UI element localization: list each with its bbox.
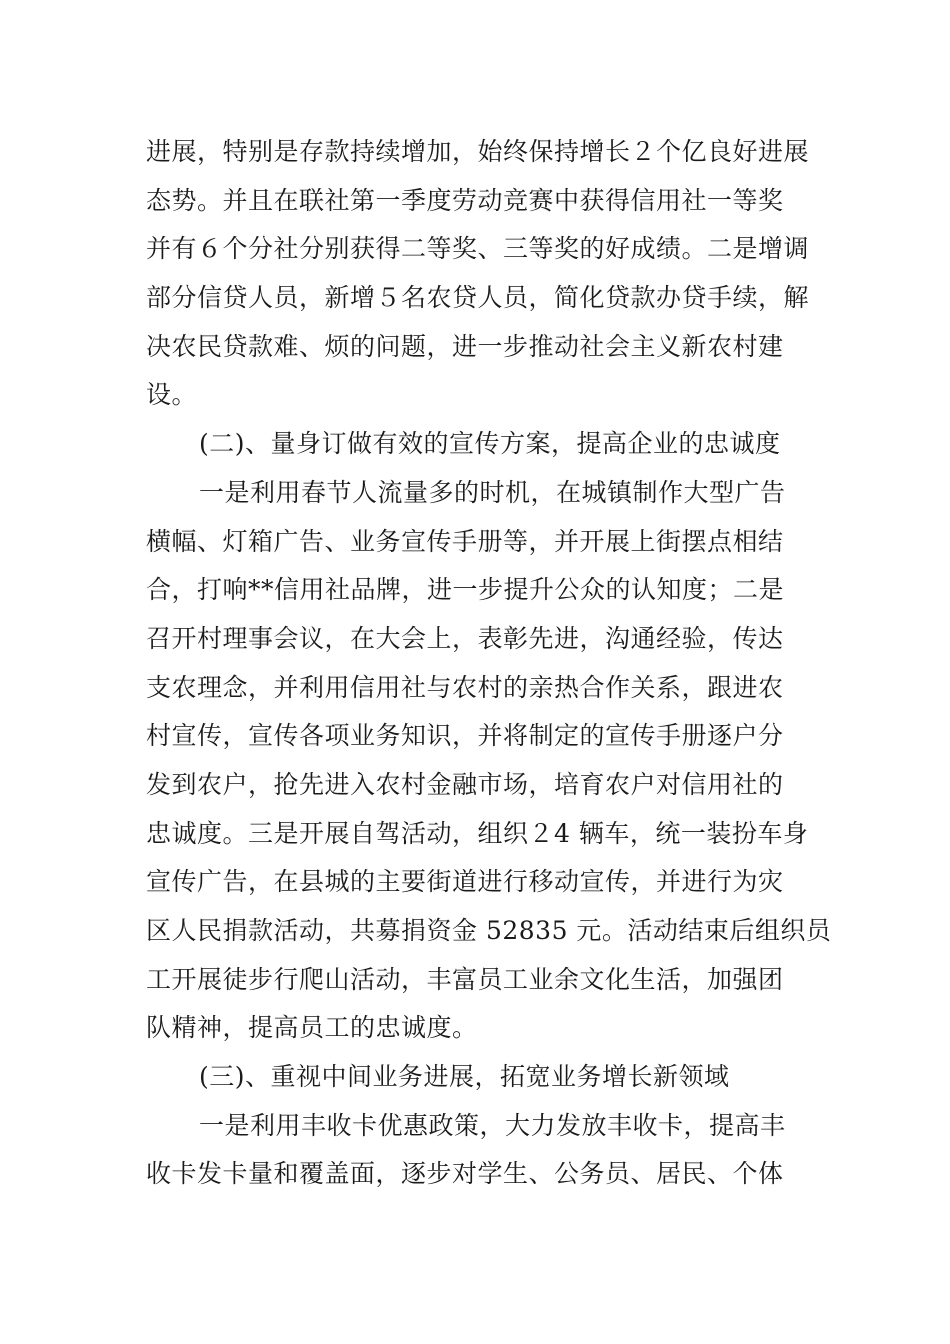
text-line: 一是利用春节人流量多的时机，在城镇制作大型广告	[199, 477, 786, 507]
text-line: 工开展徒步行爬山活动，丰富员工业余文化生活，加强团	[146, 964, 784, 994]
text-line: (二)、量身订做有效的宣传方案，提高企业的忠诚度	[199, 429, 781, 459]
text-line: 设。	[146, 380, 198, 410]
text-line: 忠诚度。三是开展自驾活动，组织２4 辆车，统一装扮车身	[146, 818, 809, 848]
text-line: 部分信贷人员，新增５名农贷人员，简化贷款办贷手续，解	[146, 283, 810, 313]
text-line: 横幅、灯箱广告、业务宣传手册等，并开展上街摆点相结	[146, 526, 784, 556]
text-line: 进展，特别是存款持续增加，始终保持增长２个亿良好进展	[146, 137, 810, 166]
text-line: 宣传广告，在县城的主要街道进行移动宣传，并进行为灾	[146, 867, 784, 897]
text-line: 支农理念，并利用信用社与农村的亲热合作关系，跟进农	[146, 672, 784, 702]
text-line: 决农民贷款难、烦的问题，进一步推动社会主义新农村建	[146, 331, 784, 361]
text-line: 村宣传，宣传各项业务知识，并将制定的宣传手册逐户分	[146, 721, 784, 751]
text-line: (三)、重视中间业务进展，拓宽业务增长新领域	[199, 1062, 730, 1092]
text-line: 态势。并且在联社第一季度劳动竞赛中获得信用社一等奖	[146, 185, 784, 215]
text-line: 收卡发卡量和覆盖面，逐步对学生、公务员、居民、个体	[146, 1159, 784, 1189]
text-line: 召开村理事会议，在大会上，表彰先进，沟通经验，传达	[146, 623, 784, 653]
text-line: 一是利用丰收卡优惠政策，大力发放丰收卡，提高丰	[199, 1110, 786, 1140]
text-line: 队精神，提高员工的忠诚度。	[146, 1013, 478, 1043]
text-line: 并有６个分社分别获得二等奖、三等奖的好成绩。二是增调	[146, 234, 810, 264]
text-line: 发到农户，抢先进入农村金融市场，培育农户对信用社的	[146, 769, 784, 799]
text-line: 合，打响**信用社品牌，进一步提升公众的认知度；二是	[146, 575, 785, 605]
body-text	[146, 128, 832, 1199]
text-line: 区人民捐款活动，共募捐资金 52835 元。活动结束后组织员	[146, 916, 832, 945]
